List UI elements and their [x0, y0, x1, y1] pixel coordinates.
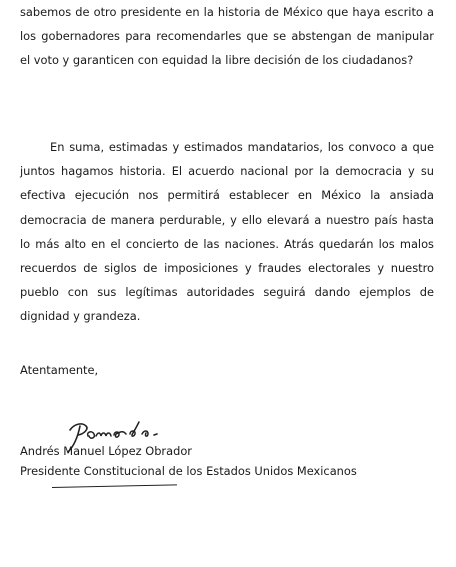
closing-salutation: Atentamente,: [20, 363, 99, 377]
letter-paragraph-2: [20, 135, 434, 329]
letter-paragraph-1: [20, 0, 434, 73]
paragraph-1-text: sabemos de otro presidente en la historia de México que haya escrito a los gobernadores para recomendarles que se abstengan de manipular el voto y garanticen con equidad la libre decisión de los ciudadanos?: [20, 5, 434, 68]
paragraph-2-text: En suma, estimadas y estimados mandatarios, los convoco a que juntos hagamos historia. El acuerdo nacional por la democracia y su efectiva ejecución nos permitirá establecer en México la ansiada democracia de manera perdurable, y ello elevará a nuestro país hasta lo más alto en el concierto de las naciones. Atrás quedarán los malos recuerdos de siglos de imposiciones y fraudes electorales y nuestro pueblo con sus legítimas autoridades seguirá dando ejemplos de dignidad y grandeza.: [20, 140, 434, 324]
signer-name: Andrés Manuel López Obrador: [20, 444, 192, 458]
signature-underline: [52, 484, 177, 488]
signer-title: Presidente Constitucional de los Estados Unidos Mexicanos: [20, 464, 357, 478]
